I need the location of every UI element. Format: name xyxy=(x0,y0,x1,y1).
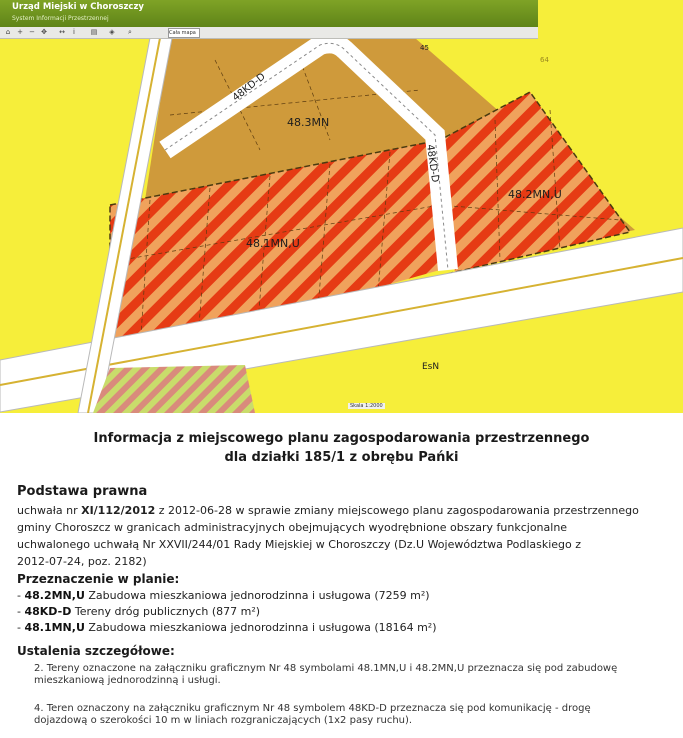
purpose-code: 48.1MN,U xyxy=(24,621,85,634)
purpose-text: Tereny dróg publicznych (877 m²) xyxy=(74,605,261,618)
map-toolbar xyxy=(0,27,538,39)
plan-info-document xyxy=(0,413,683,738)
purpose-text: Zabudowa mieszkaniowa jednorodzinna i usługowa (7259 m²) xyxy=(88,589,430,602)
detail-item-2-line2: mieszkaniową jednorodzinną i usługi. xyxy=(34,675,221,686)
pan-icon[interactable]: ✥ xyxy=(41,28,47,36)
basis-line2: gminy Choroszcz w granicach administracyjnych obejmujących wyodrębnione obszary funkcjonalne xyxy=(17,521,568,534)
basis-line4: 2012-07-24, poz. 2182) xyxy=(17,555,147,568)
plot-label-top: 45 xyxy=(420,44,429,52)
road-label-top: 48KD-D xyxy=(230,71,268,104)
area-label-48-1mnu: 48.1MN,U xyxy=(246,237,300,250)
measure-icon[interactable]: ↔ xyxy=(59,28,65,36)
basis-prefix: uchwała nr xyxy=(17,504,82,517)
app-titlebar xyxy=(0,0,538,27)
basis-line3: uchwalonego uchwałą Nr XXVII/244/01 Rady Miejskiej w Choroszczy (Dz.U Województwa Podlaskiego z xyxy=(17,538,582,551)
info-icon[interactable]: i xyxy=(73,28,75,36)
scale-bar: Skala 1:2000 xyxy=(350,403,383,409)
detail-item-4-line1: 4. Teren oznaczony na załączniku graficznym Nr 48 symbolem 48KD-D przeznacza się pod komunikację - drogę xyxy=(34,703,591,714)
scale-combo[interactable]: Cała mapa xyxy=(168,28,200,38)
detail-item-4 xyxy=(34,703,644,727)
green-zone xyxy=(93,365,255,413)
doc-title-line1: Informacja z miejscowego planu zagospodarowania przestrzennego xyxy=(93,431,590,446)
zoom-out-icon[interactable]: − xyxy=(29,28,35,36)
purpose-item: - 48KD-D Tereny dróg publicznych (877 m²) xyxy=(17,605,261,618)
purpose-item: - 48.2MN,U Zabudowa mieszkaniowa jednorodzinna i usługowa (7259 m²) xyxy=(17,589,430,602)
plot-label-right: 64 xyxy=(540,56,549,64)
detail-item-2 xyxy=(34,663,644,687)
purpose-heading: Przeznaczenie w planie: xyxy=(17,572,180,586)
zoom-in-icon[interactable]: + xyxy=(17,28,23,36)
detail-item-2-line1: 2. Tereny oznaczone na załączniku graficznym Nr 48 symbolami 48.1MN,U i 48.2MN,U przeznacza się pod zabudowę xyxy=(34,663,618,674)
basis-line1-rest: z 2012-06-28 w sprawie zmiany miejscowego planu zagospodarowania przestrzennego xyxy=(155,504,639,517)
app-subtitle: System Informacji Przestrzennej xyxy=(12,15,109,22)
resolution-number: XI/112/2012 xyxy=(81,504,156,517)
print-icon[interactable]: ▤ xyxy=(90,28,98,36)
basis-line1 xyxy=(17,502,647,519)
area-label-esn: EsN xyxy=(422,362,440,372)
area-label-48-3mn: 48.3MN xyxy=(287,116,330,129)
basis-text xyxy=(17,502,647,570)
basis-heading: Podstawa prawna xyxy=(17,484,148,499)
area-label-48-2mnu: 48.2MN,U xyxy=(508,188,562,201)
doc-title-line2: dla działki 185/1 z obrębu Pańki xyxy=(224,450,459,465)
detail-item-4-line2: dojazdową o szerokości 10 m w liniach rozgraniczających (1x2 pasy ruchu). xyxy=(34,715,413,726)
home-icon[interactable]: ⌂ xyxy=(5,28,11,36)
purpose-code: 48KD-D xyxy=(24,605,72,618)
app-title: Urząd Miejski w Choroszczy xyxy=(12,2,144,12)
purpose-text: Zabudowa mieszkaniowa jednorodzinna i usługowa (18164 m²) xyxy=(88,621,437,634)
purpose-item: - 48.1MN,U Zabudowa mieszkaniowa jednorodzinna i usługowa (18164 m²) xyxy=(17,621,437,634)
purpose-code: 48.2MN,U xyxy=(24,589,85,602)
details-heading: Ustalenia szczegółowe: xyxy=(17,644,175,658)
road-label-diag: 48KD-D xyxy=(424,143,441,184)
layers-icon[interactable]: ◈ xyxy=(109,28,115,36)
search-icon[interactable]: ⌕ xyxy=(128,28,132,36)
